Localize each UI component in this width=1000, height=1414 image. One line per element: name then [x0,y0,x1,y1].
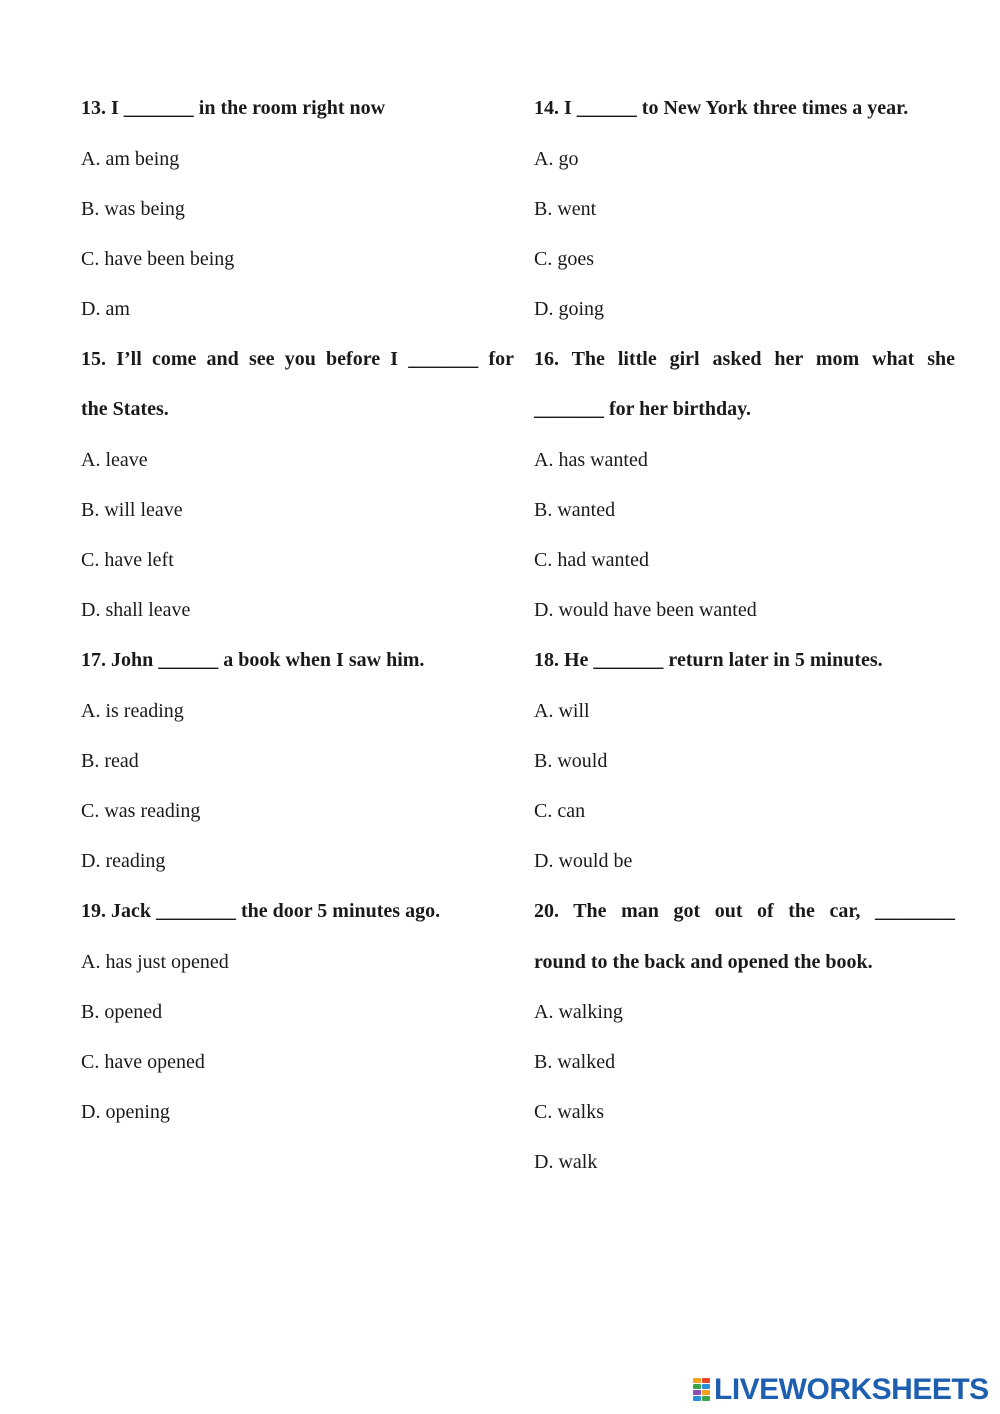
question-15-option-c: C. have left [81,549,174,571]
question-18-stem: 18. He _______ return later in 5 minutes. [534,649,883,671]
question-15-option-b: B. will leave [81,499,183,521]
question-17-stem: 17. John ______ a book when I saw him. [81,649,425,671]
question-19-option-a: A. has just opened [81,951,229,973]
question-13-option-b: B. was being [81,198,185,220]
question-16-option-a: A. has wanted [534,449,648,471]
question-19-option-b: B. opened [81,1001,163,1023]
question-19-stem: 19. Jack ________ the door 5 minutes ago. [81,900,441,922]
question-14-option-c: C. goes [534,248,594,270]
question-16-option-d: D. would have been wanted [534,599,757,621]
question-14-option-d: D. going [534,298,604,320]
question-16-stem-line-1: 16. The little girl asked her mom what she [534,348,955,370]
question-18-option-a: A. will [534,700,590,722]
question-18-option-c: C. can [534,800,586,822]
question-15-stem-line-1: 15. I’ll come and see you before I _______ for [81,348,514,370]
question-13-stem: 13. I _______ in the room right now [81,97,386,119]
question-20-stem-line-2: round to the back and opened the book. [534,951,873,973]
question-15-option-d: D. shall leave [81,599,191,621]
question-14-option-a: A. go [534,148,579,170]
question-14-option-b: B. went [534,198,597,220]
question-19-option-c: C. have opened [81,1051,205,1073]
question-20-stem-line-1: 20. The man got out of the car, ________ [534,900,955,922]
question-13-option-a: A. am being [81,148,180,170]
question-16-stem-line-2: _______ for her birthday. [534,398,752,420]
question-17-option-a: A. is reading [81,700,184,722]
question-13-option-d: D. am [81,298,130,320]
question-18-option-d: D. would be [534,850,633,872]
question-20-option-d: D. walk [534,1151,598,1173]
liveworksheets-logo-text: LIVEWORKSHEETS [714,1373,989,1406]
question-17-option-d: D. reading [81,850,166,872]
question-20-option-b: B. walked [534,1051,616,1073]
question-17-option-b: B. read [81,750,139,772]
question-20-option-a: A. walking [534,1001,623,1023]
question-19-option-d: D. opening [81,1101,170,1123]
question-16-option-c: C. had wanted [534,549,649,571]
question-17-option-c: C. was reading [81,800,201,822]
question-15-option-a: A. leave [81,449,148,471]
question-20-option-c: C. walks [534,1101,604,1123]
question-13-option-c: C. have been being [81,248,235,270]
question-14-stem: 14. I ______ to New York three times a year. [534,97,909,119]
question-18-option-b: B. would [534,750,608,772]
question-16-option-b: B. wanted [534,499,616,521]
liveworksheets-logo [693,1374,989,1406]
liveworksheets-logo-icon [693,1378,711,1402]
question-15-stem-line-2: the States. [81,398,169,420]
